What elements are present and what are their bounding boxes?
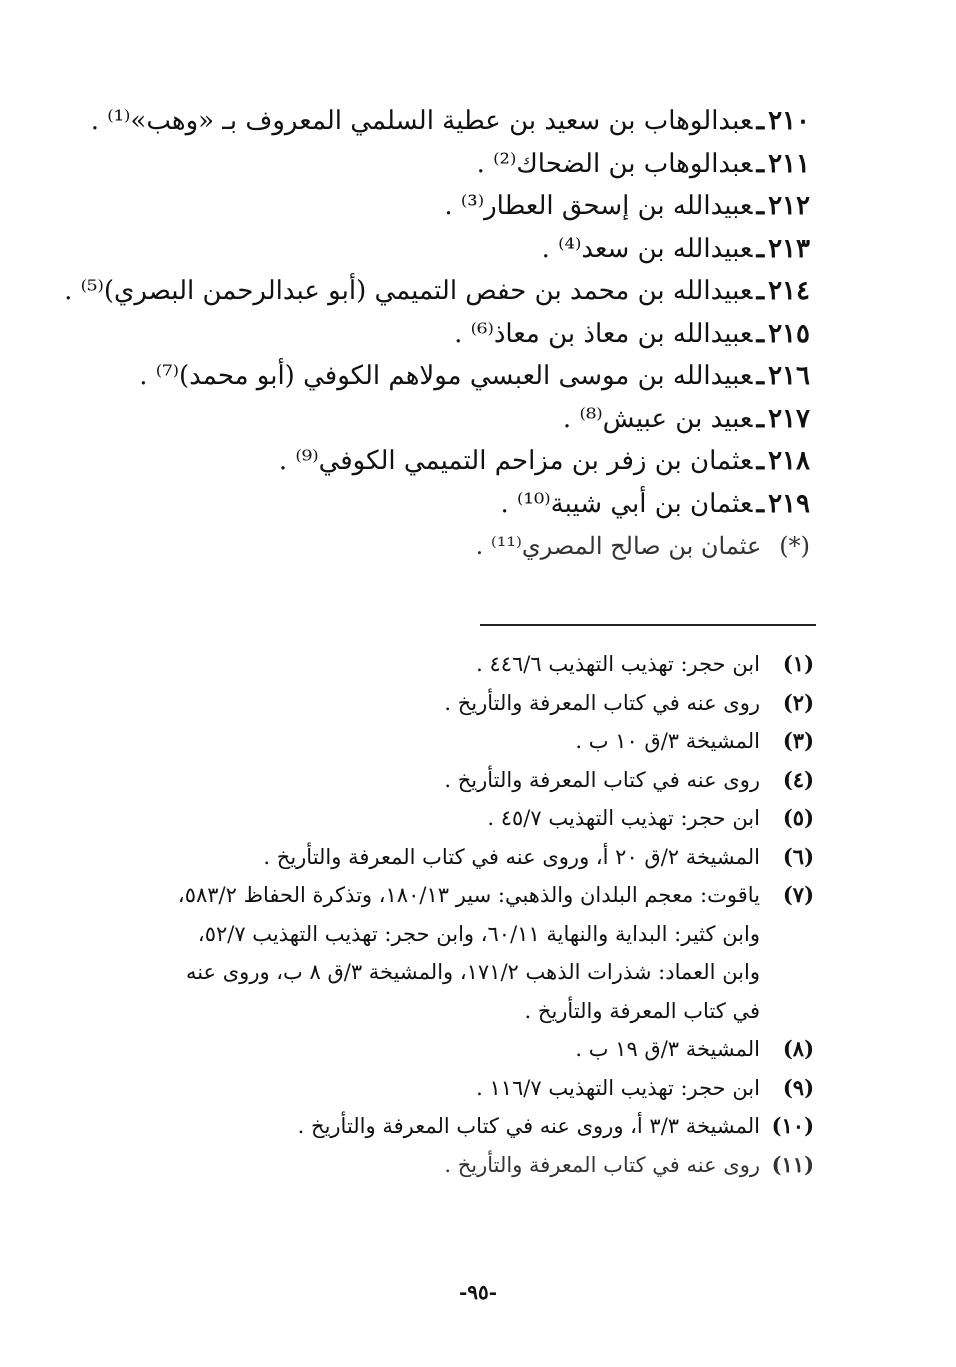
entry-text: عثمان بن زفر بن مزاحم التميمي الكوفي⁽⁹⁾ .: [278, 446, 753, 476]
entry-separator: ـ: [756, 488, 765, 519]
footnote-text: ابن حجر: تهذيب التهذيب ٤٥/٧ .: [487, 806, 760, 830]
entry-separator: ـ: [756, 403, 765, 434]
entry-text: عبيدالله بن معاذ بن معاذ⁽⁶⁾ .: [454, 318, 753, 349]
footnote: [174, 799, 814, 838]
entry-number: ٢١٨: [768, 446, 810, 476]
entry-text: عبيدالله بن إسحق العطار⁽³⁾ .: [444, 191, 753, 221]
star-marker: (*): [779, 532, 810, 560]
entry-item: [110, 185, 810, 228]
footnote-number: (٨): [782, 1036, 814, 1061]
entry-item: [64, 270, 810, 313]
entry-separator: ـ: [756, 446, 765, 476]
entry-separator: ـ: [756, 361, 765, 391]
entry-item: [110, 398, 810, 441]
starred-entry: [110, 525, 810, 568]
entry-number: ٢١٦: [768, 361, 810, 391]
entry-number: ٢١٣: [768, 233, 810, 264]
footnote: [174, 1146, 814, 1185]
entry-text: عبيدالله بن موسى العبسي مولاهم الكوفي (أبو محمد)⁽⁷⁾ .: [139, 361, 753, 391]
footnote-number: (٩): [782, 1074, 814, 1100]
entry-number: ٢١١: [768, 148, 810, 179]
entry-text: عبدالوهاب بن سعيد بن عطية السلمي المعروف بـ «وهب»⁽¹⁾ .: [90, 106, 753, 136]
footnote-number: (٤): [782, 766, 814, 792]
entry-item: [110, 483, 810, 526]
footnote: [174, 1030, 814, 1069]
footnote: [174, 722, 814, 761]
footnote-text: المشيخة ٢/ق ٢٠ أ، وروى عنه في كتاب المعرفة والتأريخ .: [263, 844, 760, 869]
footnote-text: ابن حجر: تهذيب التهذيب ٤٤٦/٦ .: [476, 652, 760, 676]
entry-number: ٢١٧: [768, 403, 810, 434]
footnote-text: روى عنه في كتاب المعرفة والتأريخ .: [444, 767, 760, 792]
entry-separator: ـ: [756, 106, 765, 136]
footnote-divider: [480, 624, 816, 626]
entry-text: عبيدالله بن محمد بن حفص التميمي (أبو عبدالرحمن البصري)⁽⁵⁾ .: [64, 276, 753, 306]
entry-number: ٢١٤: [768, 276, 810, 306]
footnote-text: ياقوت: معجم البلدان والذهبي: سير ١٨٠/١٣، وتذكرة الحفاظ ٥٨٣/٢، وابن كثير: البداية والنهاية ٦٠/١١، وابن حجر: تهذيب التهذيب ٥٢/٧، وابن العماد: شذرات الذهب ١٧١/٢، والمشيخة ٣/ق ٨ ب، وروى عنه في كتاب المعرفة والتأريخ .: [177, 883, 760, 1023]
footnote: [174, 645, 814, 684]
entry-separator: ـ: [756, 318, 765, 349]
entry-separator: ـ: [756, 148, 765, 179]
footnote: [174, 761, 814, 800]
footnote-text: ابن حجر: تهذيب التهذيب ١١٦/٧ .: [476, 1075, 760, 1100]
footnote: [174, 1069, 814, 1108]
footnote-list: [174, 645, 814, 1184]
footnote-number: (١١): [771, 1151, 814, 1177]
page-number: -٩٥-: [458, 1280, 498, 1304]
footnote: [174, 876, 814, 1030]
entry-number: ٢١٩: [768, 488, 810, 519]
footnote-text: المشيخة ٣/ق ١٩ ب .: [575, 1037, 760, 1061]
footnote-text: المشيخة ٣/ق ١٠ ب .: [575, 729, 760, 753]
footnote-number: (٦): [782, 843, 814, 869]
footnote-number: (٥): [782, 805, 814, 830]
entry-item: [90, 100, 810, 143]
footnote-number: (٧): [782, 882, 814, 907]
footnote: [174, 684, 814, 723]
entry-number: ٢١٥: [768, 318, 810, 349]
entry-item: [110, 228, 810, 271]
footnote-number: (١): [782, 651, 814, 676]
footnote-number: (٣): [782, 728, 814, 753]
entry-text: عبدالوهاب بن الضحاك⁽²⁾ .: [476, 148, 753, 179]
footnote: [174, 838, 814, 877]
entry-separator: ـ: [756, 233, 765, 264]
entry-item: [110, 355, 810, 398]
entry-list: [64, 100, 810, 568]
footnote-number: (٢): [782, 689, 814, 715]
entry-text: عثمان بن صالح المصري⁽¹¹⁾ .: [475, 532, 762, 560]
footnote-text: المشيخة ٣/٣ أ، وروى عنه في كتاب المعرفة والتأريخ .: [297, 1114, 760, 1138]
entry-number: ٢١٢: [768, 191, 810, 221]
entry-separator: ـ: [756, 276, 765, 306]
footnote-text: روى عنه في كتاب المعرفة والتأريخ .: [444, 690, 760, 715]
entry-text: عبيدالله بن سعد⁽⁴⁾ .: [541, 233, 753, 264]
entry-item: [110, 440, 810, 483]
entry-text: عبيد بن عبيش⁽⁸⁾ .: [562, 403, 753, 434]
footnote-number: (١٠): [771, 1113, 814, 1138]
entry-number: ٢١٠: [768, 106, 810, 136]
footnote: [174, 1107, 814, 1146]
footnote-text: روى عنه في كتاب المعرفة والتأريخ .: [444, 1152, 760, 1177]
entry-item: [110, 143, 810, 186]
entry-text: عثمان بن أبي شيبة⁽¹⁰⁾ .: [500, 488, 753, 519]
entry-item: [110, 313, 810, 356]
entry-separator: ـ: [756, 191, 765, 221]
